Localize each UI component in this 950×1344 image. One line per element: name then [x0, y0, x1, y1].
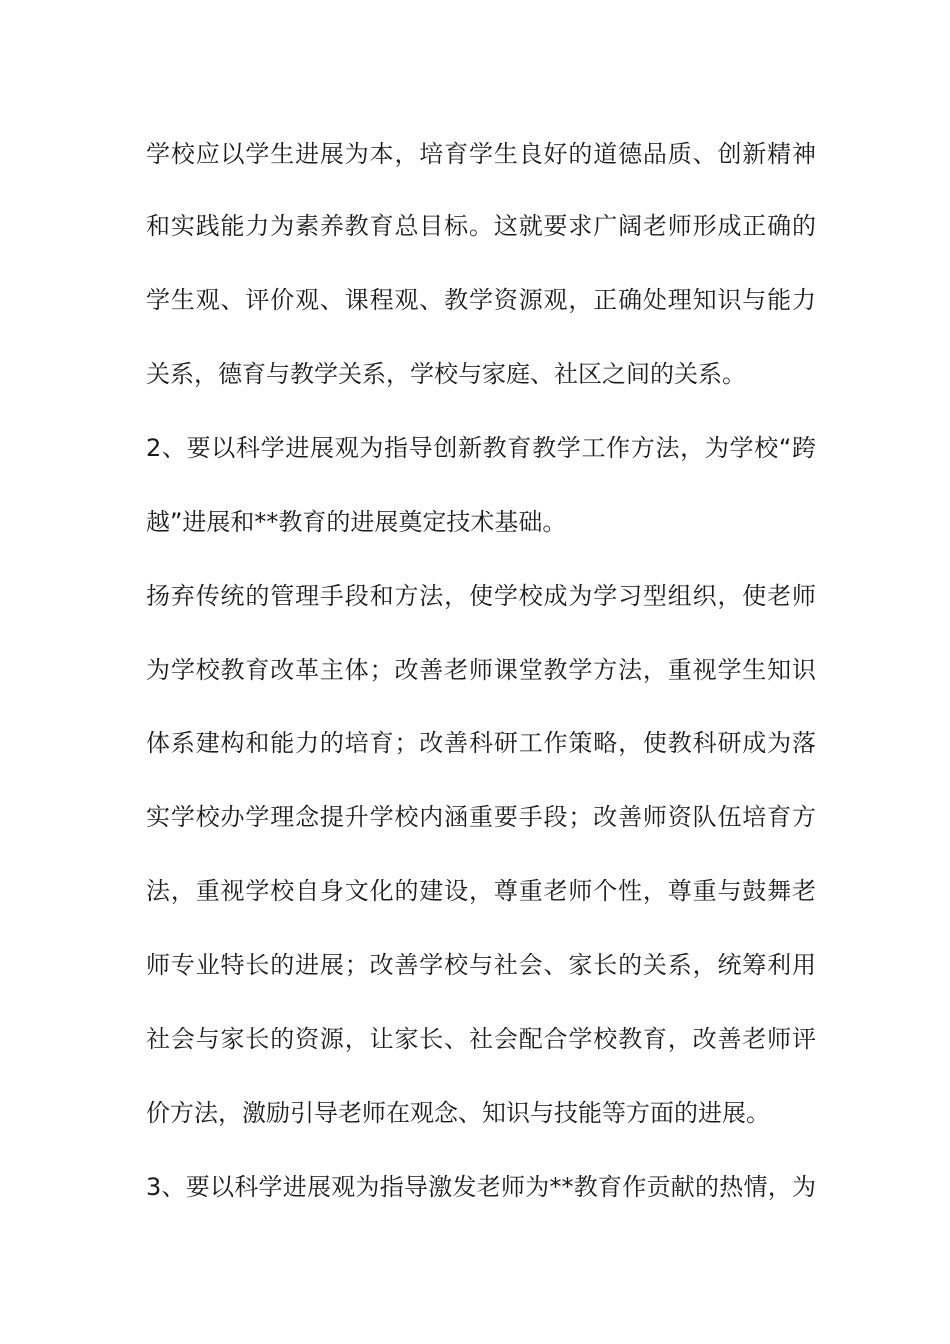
text-line: 学生观、评价观、课程观、教学资源观，正确处理知识与能力 — [146, 286, 816, 314]
text-line: 法，重视学校自身文化的建设，尊重老师个性，尊重与鼓舞老 — [146, 877, 816, 905]
text-line: 2、要以科学进展观为指导创新教育教学工作方法，为学校“跨 — [146, 434, 816, 462]
text-line: 关系，德育与教学关系，学校与家庭、社区之间的关系。 — [146, 360, 746, 388]
text-line: 学校应以学生进展为本，培育学生良好的道德品质、创新精神 — [146, 140, 816, 168]
text-line: 3、要以科学进展观为指导激发老师为**教育作贡献的热情，为 — [146, 1173, 816, 1201]
text-line: 越”进展和**教育的进展奠定技术基础。 — [146, 508, 567, 536]
text-line: 社会与家长的资源，让家长、社会配合学校教育，改善老师评 — [146, 1025, 816, 1053]
text-line: 价方法，激励引导老师在观念、知识与技能等方面的进展。 — [146, 1099, 770, 1127]
text-line: 为学校教育改革主体；改善老师课堂教学方法，重视学生知识 — [146, 656, 816, 684]
text-line: 体系建构和能力的培育；改善科研工作策略，使教科研成为落 — [146, 729, 816, 757]
text-line: 实学校办学理念提升学校内涵重要手段；改善师资队伍培育方 — [146, 803, 816, 831]
text-line: 扬弃传统的管理手段和方法，使学校成为学习型组织，使老师 — [146, 582, 816, 610]
text-line: 师专业特长的进展；改善学校与社会、家长的关系，统筹利用 — [146, 951, 816, 979]
text-line: 和实践能力为素养教育总目标。这就要求广阔老师形成正确的 — [146, 212, 816, 240]
